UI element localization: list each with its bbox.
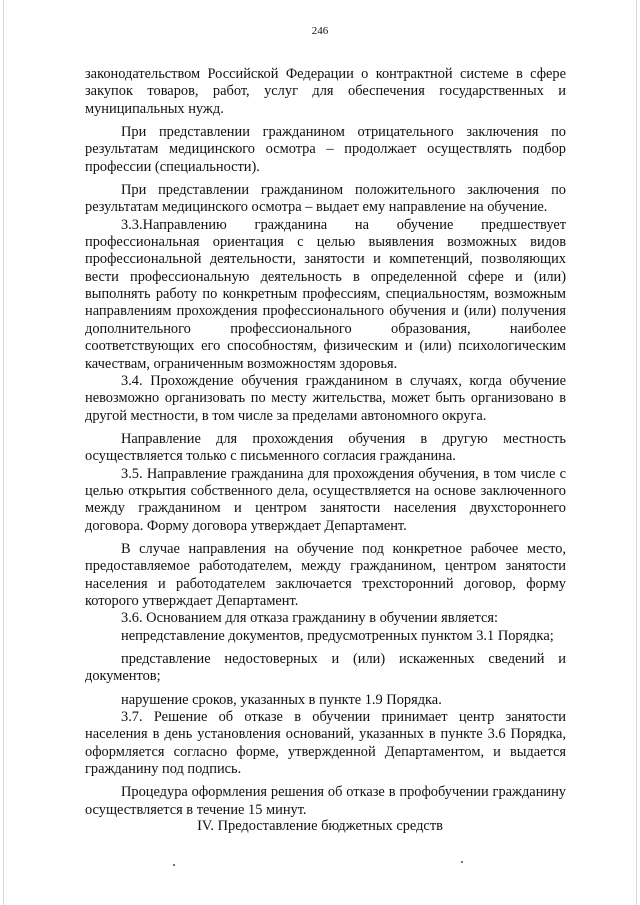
scan-left-edge [3, 0, 4, 905]
scan-speck [173, 864, 175, 866]
paragraph-12: нарушение сроков, указанных в пункте 1.9 Порядка. [121, 691, 442, 708]
paragraph-3: При представлении гражданином положительного заключения по результатам медицинского осмотра – выдает ему направление на обучение. [85, 182, 566, 216]
paragraph-4: 3.3.Направлению гражданина на обучение предшествует профессиональная ориентация с целью выявления возможных видов профессиональной деятельности, занятости и компетенций, позволяющих вести профессиональную деятельность в определенной сфере и (или) выполнять работу по конкретным профессиям, специальностям, возможным направлениям прохождения профессионального обучения и (или) получения дополнительного профессионального образования, наиболее соответствующих его способностям, физическим и (или) психологическим качествам, ограниченным возможностям здоровья. [85, 216, 566, 372]
paragraph-9: 3.6. Основанием для отказа гражданину в обучении является: [121, 610, 498, 627]
body-text [85, 66, 566, 819]
paragraph-14: Процедура оформления решения об отказе в профобучении гражданину осуществляется в течение 15 минут. [85, 784, 566, 818]
paragraph-1: законодательством Российской Федерации о контрактной системе в сфере закупок товаров, работ, услуг для обеспечения государственных и муниципальных нужд. [85, 66, 566, 117]
page-number: 246 [311, 25, 329, 37]
paragraph-11: представление недостоверных и (или) искаженных сведений и документов; [85, 651, 566, 685]
paragraph-7: 3.5. Направление гражданина для прохождения обучения, в том числе с целью открытия собственного дела, осуществляется на основе заключенного между гражданином и центром занятости населения двухстороннего договора. Форму договора утверждает Департамент. [85, 465, 566, 534]
scan-speck [461, 861, 463, 863]
paragraph-2: При представлении гражданином отрицательного заключения по результатам медицинского осмотра – продолжает осуществлять подбор профессии (специальности). [85, 124, 566, 175]
paragraph-13: 3.7. Решение об отказе в обучении принимает центр занятости населения в день установления оснований, указанных в пункте 3.6 Порядка, оформляется согласно форме, утвержденной Департаментом, и выдается гражданину под подпись. [85, 709, 566, 778]
paragraph-6: Направление для прохождения обучения в другую местность осуществляется только с письменного согласия гражданина. [85, 430, 566, 465]
paragraph-5: 3.4. Прохождение обучения гражданином в случаях, когда обучение невозможно организовать по месту жительства, может быть организовано в другой местности, в том числе за пределами автономного округа. [85, 372, 566, 424]
section-heading: IV. Предоставление бюджетных средств [197, 818, 443, 834]
scan-right-edge [636, 0, 637, 905]
paragraph-8: В случае направления на обучение под конкретное рабочее место, предоставляемое работодателем, между гражданином, центром занятости населения и работодателем заключается трехсторонний договор, форму которого утверждает Департамент. [85, 540, 566, 609]
paragraph-10: непредставление документов, предусмотренных пунктом 3.1 Порядка; [121, 627, 554, 644]
